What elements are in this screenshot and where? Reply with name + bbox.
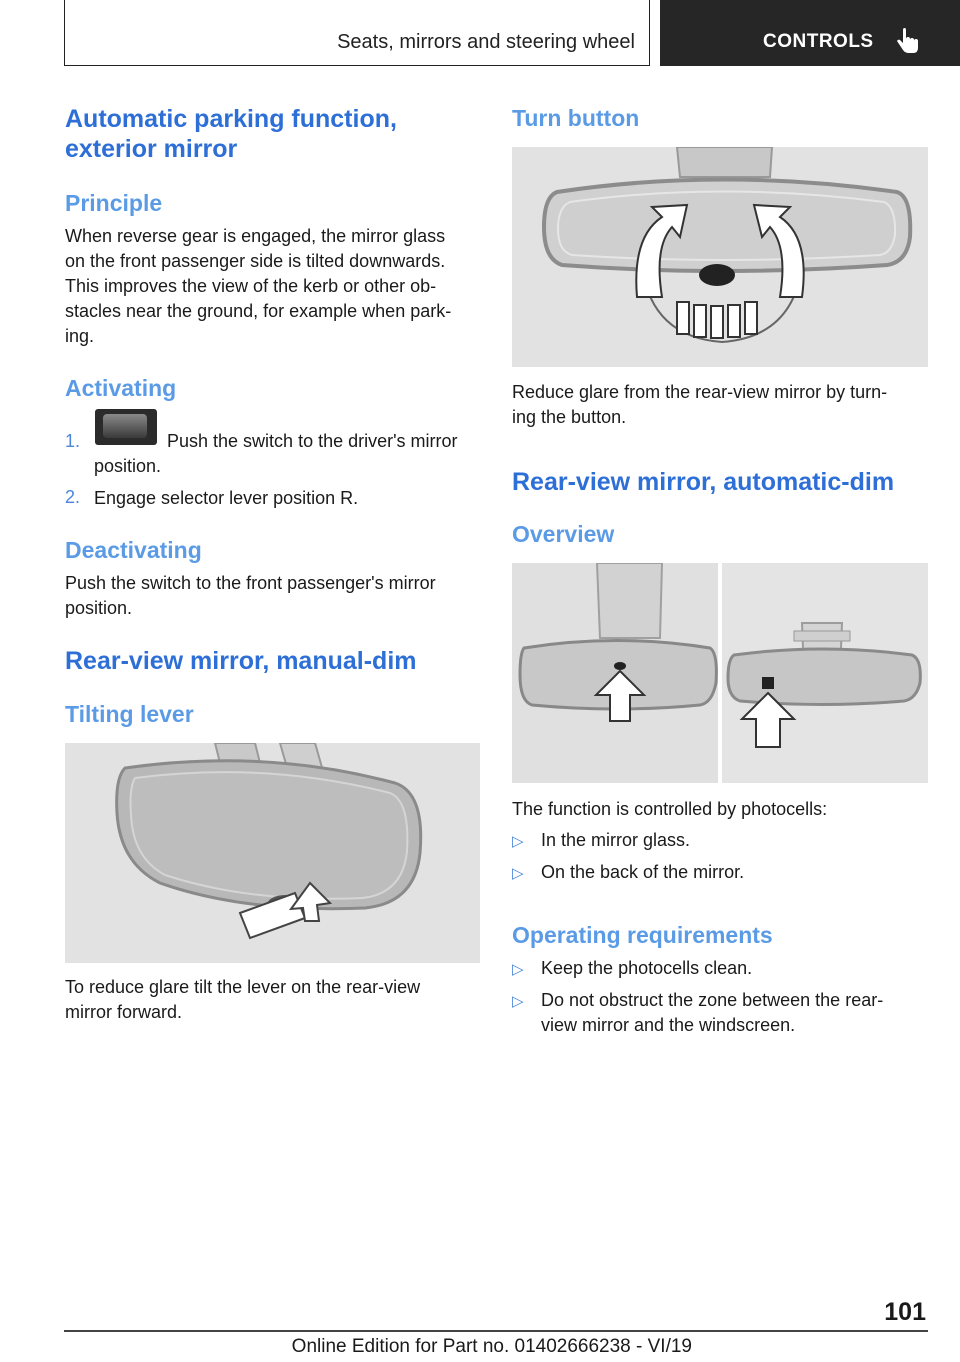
heading-turn-button: Turn button (512, 105, 640, 131)
heading-overview: Overview (512, 521, 615, 547)
principle-line-5: ing. (65, 326, 95, 346)
step-1-text-2: position. (94, 456, 162, 476)
principle-line-2: on the front passenger side is tilted downwards. (65, 251, 446, 271)
step-2-number: 2. (65, 487, 81, 507)
heading-principle: Principle (65, 190, 163, 216)
heading-deactivating: Deactivating (65, 537, 202, 563)
overview-bullet-1-glyph: ▷ (512, 833, 524, 850)
heading-auto-parking-line2: exterior mirror (65, 135, 238, 163)
heading-manual-dim: Rear-view mirror, manual-dim (65, 647, 417, 675)
header-section-box (64, 0, 650, 66)
header-section-title: Seats, mirrors and steering wheel (337, 31, 635, 53)
heading-auto-dim: Rear-view mirror, automatic-dim (512, 468, 895, 496)
heading-operating-requirements: Operating requirements (512, 922, 773, 948)
tilting-line-2: mirror forward. (65, 1002, 183, 1022)
header-chapter-label: CONTROLS (763, 31, 874, 52)
turn-line-1: Reduce glare from the rear-view mirror by turn‐ (512, 382, 888, 402)
heading-tilting-lever: Tilting lever (65, 701, 194, 727)
overview-bullet-2: On the back of the mirror. (541, 862, 745, 882)
footer-divider (64, 1330, 928, 1332)
overview-bullet-1: In the mirror glass. (541, 830, 691, 850)
heading-activating: Activating (65, 375, 177, 401)
step-1-text: Push the switch to the driver's mirror (167, 431, 458, 451)
tilting-lever-figure (65, 743, 480, 963)
op-bullet-2-line-2: view mirror and the windscreen. (541, 1015, 796, 1035)
page-number: 101 (884, 1298, 926, 1326)
op-bullet-1-glyph: ▷ (512, 961, 524, 978)
hand-pointer-icon (896, 28, 920, 56)
deactivating-line-1: Push the switch to the front passenger's mirror (65, 573, 436, 593)
turn-button-figure (512, 147, 928, 367)
step-2-text: Engage selector lever position R. (94, 488, 359, 508)
step-1-number: 1. (65, 431, 81, 451)
principle-line-1: When reverse gear is engaged, the mirror glass (65, 226, 446, 246)
deactivating-line-2: position. (65, 598, 133, 618)
principle-line-4: stacles near the ground, for example when park‐ (65, 301, 452, 321)
heading-auto-parking: Automatic parking function, (65, 105, 397, 133)
overview-text: The function is controlled by photocells: (512, 799, 828, 819)
principle-line-3: This improves the view of the kerb or other ob‐ (65, 276, 437, 296)
mirror-switch-icon (95, 409, 157, 445)
op-bullet-1: Keep the photocells clean. (541, 958, 753, 978)
op-bullet-2: Do not obstruct the zone between the rear‐ (541, 990, 884, 1010)
tilting-line-1: To reduce glare tilt the lever on the rear-view (65, 977, 421, 997)
turn-line-2: ing the button. (512, 407, 627, 427)
footer-edition: Online Edition for Part no. 01402666238 - VI/19 (291, 1336, 692, 1357)
op-bullet-2-glyph: ▷ (512, 993, 524, 1010)
overview-figure (512, 563, 928, 783)
overview-bullet-2-glyph: ▷ (512, 865, 524, 882)
